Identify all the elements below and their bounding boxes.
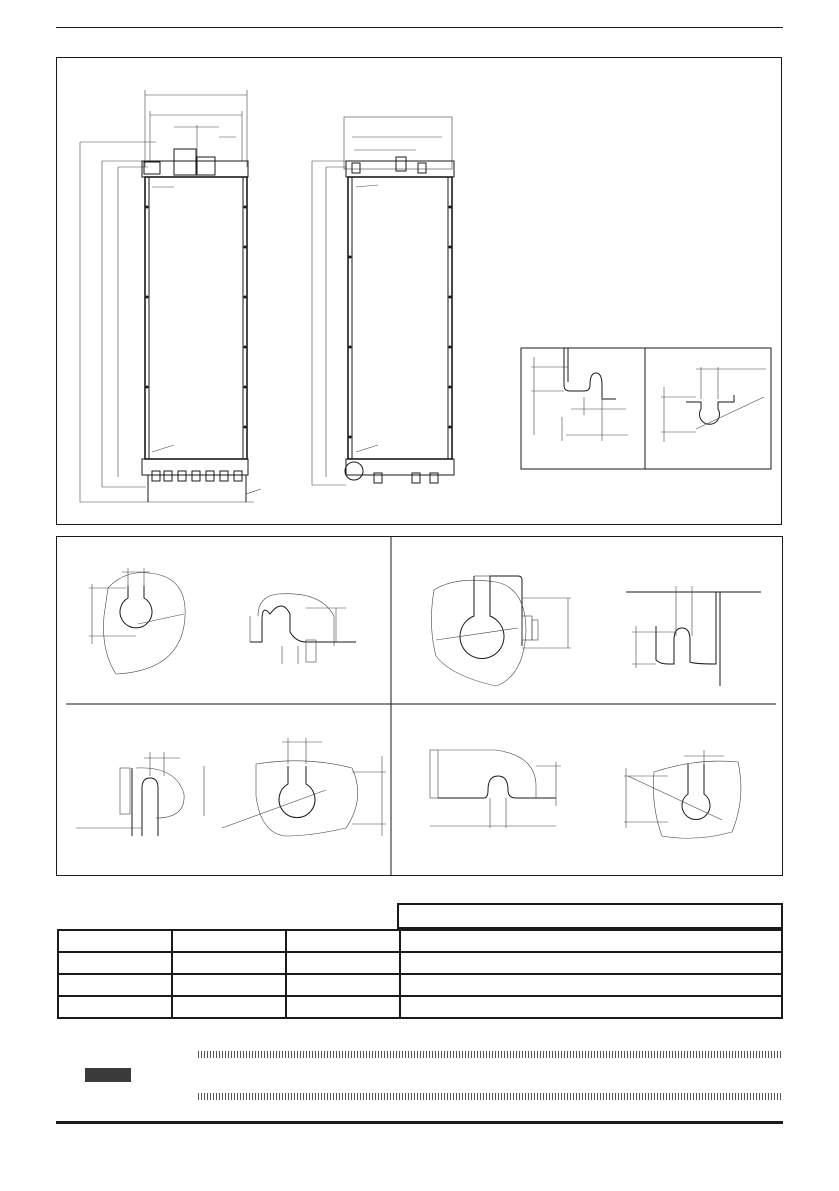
table-column-header	[286, 930, 400, 952]
table-cell	[286, 974, 400, 996]
table-cell	[172, 974, 286, 996]
table-column-header	[172, 930, 286, 952]
table-cell	[286, 996, 400, 1018]
table-cell	[400, 952, 782, 974]
keyhole-detail-d	[624, 750, 741, 838]
keyhole-detail-a	[89, 568, 185, 674]
table-column-header	[400, 930, 782, 952]
table-cell	[286, 952, 400, 974]
table-cell	[172, 996, 286, 1018]
middle-figure-drawing	[56, 536, 783, 876]
keyhole-detail-b	[431, 576, 571, 686]
table-row	[58, 952, 782, 974]
footer-rule	[56, 1121, 783, 1124]
table-cell	[400, 974, 782, 996]
note-tag	[85, 1068, 131, 1082]
slot-profile-a	[250, 594, 356, 664]
top-figure-drawing	[56, 57, 782, 525]
spec-table	[57, 929, 783, 1019]
cabinet-front-view	[80, 90, 261, 502]
table-cell	[400, 996, 782, 1018]
table-header-span	[397, 903, 783, 929]
slot-profile-b	[626, 586, 761, 686]
table-cell	[172, 952, 286, 974]
table-cell	[58, 952, 172, 974]
slot-profile-c	[76, 752, 204, 836]
table-column-header	[58, 930, 172, 952]
table-header-row	[58, 930, 782, 952]
cabinet-side-view	[312, 117, 454, 485]
keyhole-detail-c	[222, 738, 386, 836]
header-rule	[56, 27, 783, 28]
note-rule-top	[198, 1051, 782, 1058]
table-row	[58, 974, 782, 996]
detail-inset	[521, 348, 771, 469]
table-cell	[58, 974, 172, 996]
slot-profile-d	[430, 750, 561, 828]
table-row	[58, 996, 782, 1018]
table-cell	[58, 996, 172, 1018]
note-rule-bottom	[198, 1093, 782, 1100]
